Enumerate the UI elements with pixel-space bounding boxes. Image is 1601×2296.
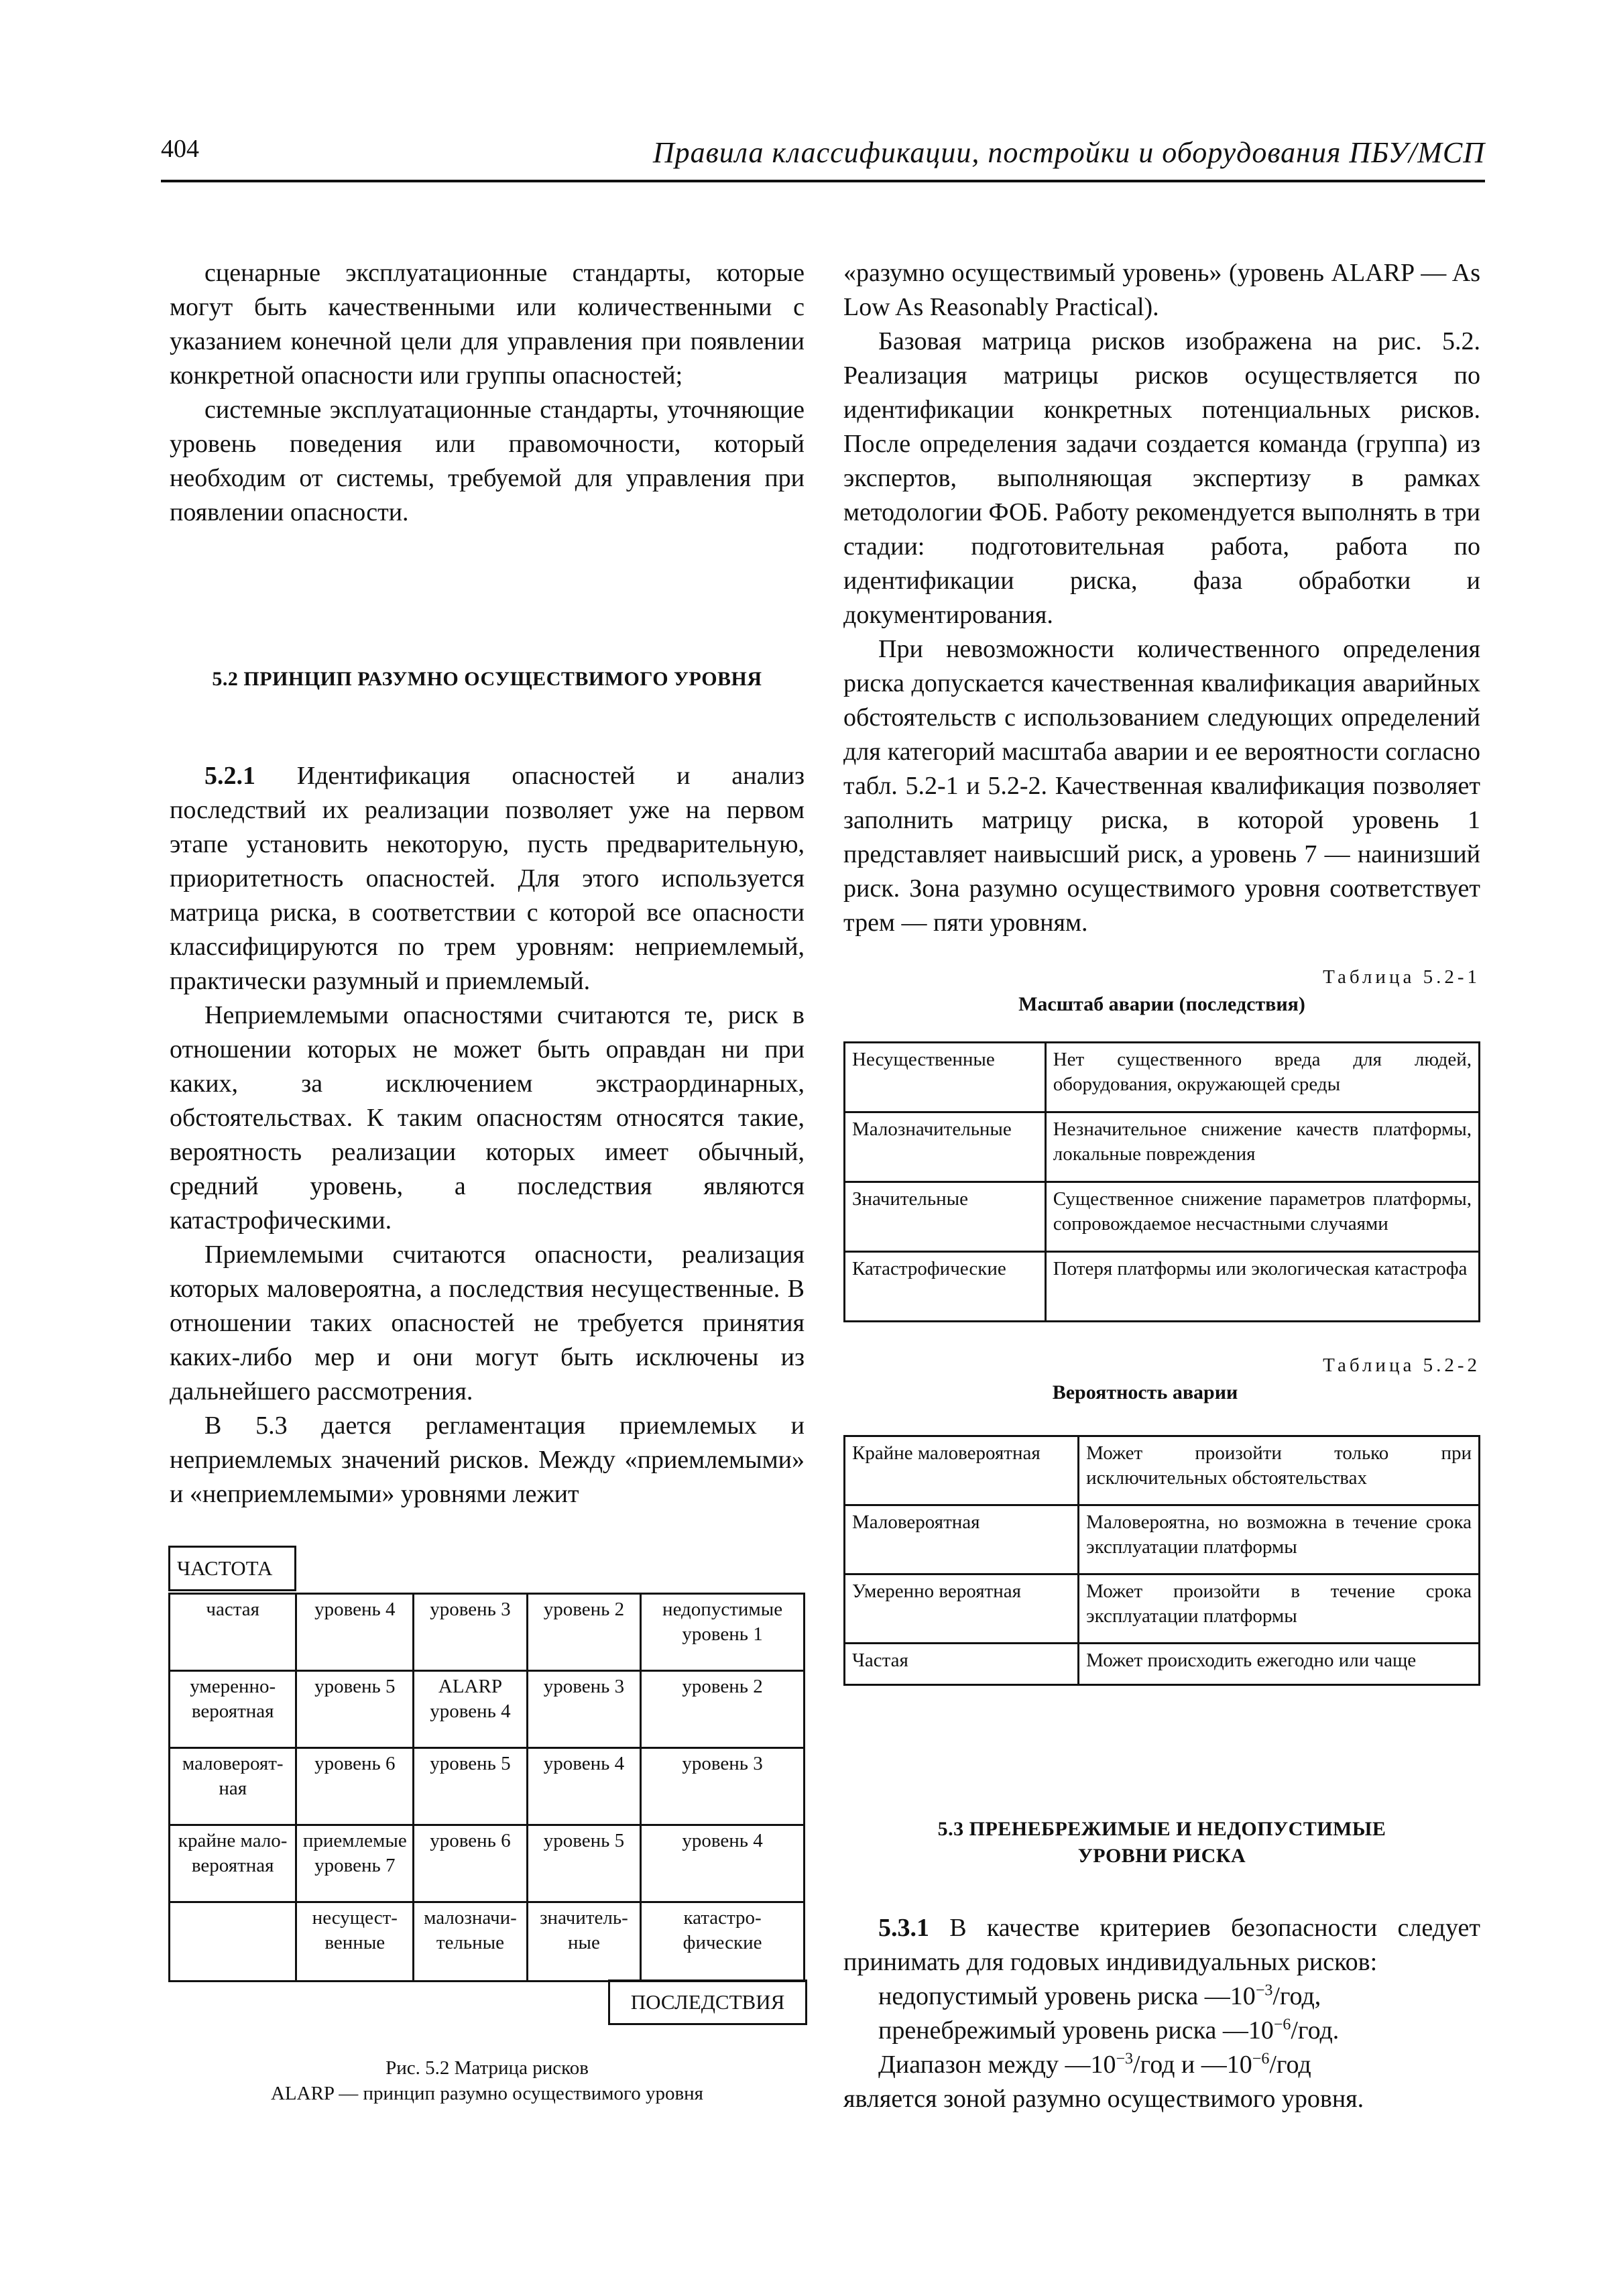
criterion-negligible: пренебрежимый уровень риска $—10^{-6}$/год. (878, 2016, 1340, 2045)
matrix-cell: уровень 4 (641, 1825, 805, 1902)
table-row (845, 1043, 1480, 1112)
matrix-cell: уровень 2 (641, 1671, 805, 1748)
paragraph-qualitative: При невозможности количественного определения риска допускается качественная квалификация аварийных обстоятельств с использованием следующих определений для категорий масштаба аварии и ее вероятности согласно табл. 5.2-1 и 5.2-2. Качественная квалификация позволяет заполнить матрицу риска, в которой уровень 1 представляет наивысший риск, а уровень 7 — наинизший риск. Зона разумно осуществимого уровня соответствует трем — пяти уровням. (843, 635, 1480, 937)
table-consequence-scale (843, 1041, 1480, 1322)
page-header (161, 127, 1485, 182)
matrix-cell: уровень 5 (414, 1748, 528, 1825)
matrix-cell: уровень 4 (296, 1594, 414, 1671)
figure-caption-note: ALARP — принцип разумно осуществимого уровня (270, 2083, 704, 2104)
table-key-cell: Значительные (845, 1182, 1046, 1252)
paragraph-scenario-standards: сценарные эксплуатационные стандарты, которые могут быть качественными или количественными с указанием конечной цели для управления при появлении конкретной опасности или группы опасностей; (170, 259, 805, 390)
matrix-row-very-unlikely (170, 1825, 805, 1902)
matrix-cell: уровень 5 (296, 1671, 414, 1748)
matrix-consequences-label: ПОСЛЕДСТВИЯ (608, 1979, 807, 2025)
matrix-cell: уровень 3 (641, 1748, 805, 1825)
matrix-consequence-cell: несущест-венные (296, 1902, 414, 1982)
table-accident-probability (843, 1435, 1480, 1686)
page-number: 404 (161, 135, 199, 163)
matrix-cell: уровень 5 (527, 1825, 640, 1902)
table-row (845, 1644, 1480, 1685)
section-title-5-3-line1: 5.3 ПРЕНЕБРЕЖИМЫЕ И НЕДОПУСТИМЫЕ (937, 1818, 1386, 1840)
paragraph-5-3-1-text: В качестве критериев безопасности следует принимать для годовых индивидуальных рисков: (843, 1914, 1480, 1976)
criterion-range: Диапазон между $—10^{-3}$/год и $—10^{-6}$/год (878, 2050, 1311, 2079)
matrix-consequence-cell: значитель-ные (527, 1902, 640, 1982)
risk-matrix (168, 1593, 805, 1982)
table-key-cell: Частая (845, 1644, 1079, 1685)
matrix-cell: уровень 3 (527, 1671, 640, 1748)
right-column-top (843, 256, 1480, 940)
matrix-consequence-cell: катастро-фические (641, 1902, 805, 1982)
left-column-top (170, 256, 805, 530)
table-key-cell: Малозначительные (845, 1112, 1046, 1182)
table-value-cell: Может произойти только при исключительных обстоятельствах (1079, 1436, 1480, 1505)
matrix-cell: уровень 3 (414, 1594, 528, 1671)
table-2-title: Вероятность аварии (1052, 1381, 1238, 1403)
matrix-freq-cell: крайне мало-вероятная (170, 1825, 296, 1902)
matrix-row-moderate (170, 1671, 805, 1748)
table-value-cell: Маловероятна, но возможна в течение срока эксплуатации платформы (1079, 1505, 1480, 1574)
matrix-cell: приемлемые уровень 7 (296, 1825, 414, 1902)
table-key-cell: Катастрофические (845, 1252, 1046, 1322)
matrix-freq-cell: частая (170, 1594, 296, 1671)
table-key-cell: Маловероятная (845, 1505, 1079, 1574)
table-value-cell: Существенное снижение параметров платформы, сопровождаемое несчастными случаями (1045, 1182, 1479, 1252)
left-column-body (170, 759, 805, 1511)
section-title-5-3 (843, 1816, 1480, 1870)
table-row (845, 1252, 1480, 1322)
paragraph-system-standards: системные эксплуатационные стандарты, уточняющие уровень поведения или правомочности, который необходим от системы, требуемой для управления при появлении опасности. (170, 396, 805, 526)
table-key-cell: Крайне маловероятная (845, 1436, 1079, 1505)
matrix-frequency-label: ЧАСТОТА (168, 1546, 296, 1591)
criterion-unacceptable: недопустимый уровень риска $—10^{-3}$/год, (878, 1982, 1321, 2010)
right-column-bottom (843, 1911, 1480, 2116)
matrix-cell: уровень 2 (527, 1594, 640, 1671)
matrix-cell: уровень 6 (414, 1825, 528, 1902)
matrix-freq-cell: маловероят-ная (170, 1748, 296, 1825)
paragraph-5-2-1 (170, 759, 805, 998)
paragraph-5-3-1 (843, 1911, 1480, 1979)
matrix-cell: ALARP уровень 4 (414, 1671, 528, 1748)
table-1-title: Масштаб аварии (последствия) (1018, 993, 1305, 1015)
paragraph-5-3-ref: В 5.3 дается регламентация приемлемых и неприемлемых значений рисков. Между «приемлемыми» и «неприемлемыми» уровнями лежит (170, 1412, 805, 1508)
table-value-cell: Потеря платформы или экологическая катастрофа (1045, 1252, 1479, 1322)
paragraph-alarp: «разумно осуществимый уровень» (уровень ALARP — As Low As Reasonably Practical). (843, 259, 1480, 321)
table-value-cell: Может произойти в течение срока эксплуатации платформы (1079, 1574, 1480, 1644)
table-2-label: Таблица 5.2-2 (1323, 1355, 1480, 1376)
running-title: Правила классификации, постройки и оборудования ПБУ/МСП (652, 136, 1485, 169)
matrix-cell: уровень 6 (296, 1748, 414, 1825)
matrix-corner-cell (170, 1902, 296, 1982)
table-1-label: Таблица 5.2-1 (1323, 966, 1480, 988)
paragraph-unacceptable: Неприемлемыми опасностями считаются те, риск в отношении которых не может быть оправдан ни при каких, за исключением экстраординарных, обстоятельствах. К таким опасностям относятся такие, вероятность реализации которых имеет обычный, средний уровень, а последствия являются катастрофическими. (170, 1001, 805, 1235)
paragraph-base-matrix: Базовая матрица рисков изображена на рис. 5.2. Реализация матрицы рисков осуществляется по идентификации конкретных потенциальных рисков. После определения задачи создается команда (группа) из экспертов, выполняющая экспертизу в рамках методологии ФОБ. Работу рекомендуется выполнять в три стадии: подготовительная работа, работа по идентификации риска, фаза обработки и документирования. (843, 327, 1480, 629)
table-row (845, 1574, 1480, 1644)
figure-caption (170, 2055, 805, 2106)
table-value-cell: Может происходить ежегодно или чаще (1079, 1644, 1480, 1685)
clause-number-5-2-1: 5.2.1 (204, 762, 255, 790)
paragraph-acceptable: Приемлемыми считаются опасности, реализация которых маловероятна, а последствия несущественные. В отношении таких опасностей не требуется принятия каких-либо мер и они могут быть исключены из дальнейшего рассмотрения. (170, 1241, 805, 1405)
matrix-row-unlikely (170, 1748, 805, 1825)
matrix-freq-cell: умеренно-вероятная (170, 1671, 296, 1748)
paragraph-5-2-1-text: Идентификация опасностей и анализ последствий их реализации позволяет уже на первом этапе установить некоторую, пусть предварительную, приоритетность опасностей. Для этого используется матрица риска, в соответствии с которой все опасности классифицируются по трем уровням: неприемлемый, практически разумный и приемлемый. (170, 762, 805, 995)
clause-number-5-3-1: 5.3.1 (878, 1914, 929, 1942)
section-title-5-2: 5.2 ПРИНЦИП РАЗУМНО ОСУЩЕСТВИМОГО УРОВНЯ (212, 668, 762, 690)
matrix-row-frequent (170, 1594, 805, 1671)
figure-caption-title: Рис. 5.2 Матрица рисков (386, 2057, 589, 2079)
table-value-cell: Нет существенного вреда для людей, оборудования, окружающей среды (1045, 1043, 1479, 1112)
table-row (845, 1182, 1480, 1252)
matrix-cell: недопустимые уровень 1 (641, 1594, 805, 1671)
table-key-cell: Умеренно вероятная (845, 1574, 1079, 1644)
table-row (845, 1505, 1480, 1574)
table-value-cell: Незначительное снижение качеств платформы, локальные повреждения (1045, 1112, 1479, 1182)
criterion-range-end: является зоной разумно осуществимого уровня. (843, 2085, 1364, 2113)
matrix-consequence-cell: малозначи-тельные (414, 1902, 528, 1982)
table-row (845, 1112, 1480, 1182)
table-key-cell: Несущественные (845, 1043, 1046, 1112)
table-row (845, 1436, 1480, 1505)
matrix-row-consequences (170, 1902, 805, 1982)
section-title-5-3-line2: УРОВНИ РИСКА (1077, 1845, 1246, 1867)
matrix-cell: уровень 4 (527, 1748, 640, 1825)
